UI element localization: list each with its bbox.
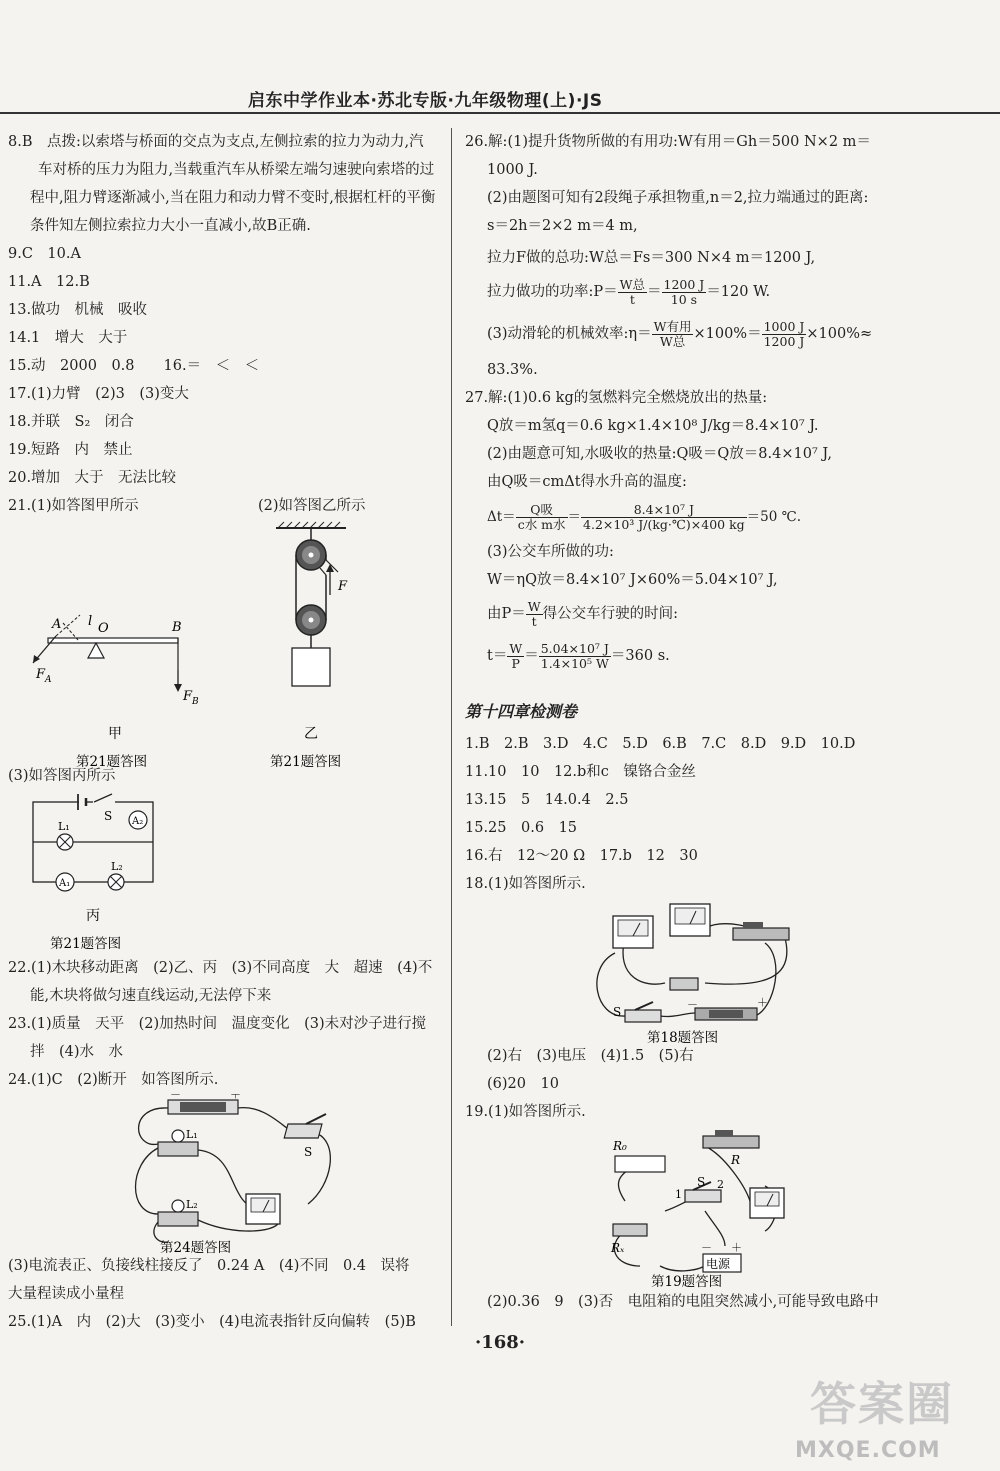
figure-caption-jia: 第21题答图 [76,754,148,770]
label-switch-S-19: S [697,1175,706,1189]
label-switch-2: 2 [717,1178,724,1191]
answer-r13: 13.15 5 14.0.4 2.5 [465,792,629,808]
answer-21-row [8,492,443,520]
battery-minus: － [170,1094,181,1101]
fraction-eff-2: $\frac{1000 J}{1200 J}$ [763,318,805,349]
circuit-photo-24 [8,1094,438,1256]
answer-19: 19.短路 内 禁止 [8,442,133,458]
answer-22-line1: 22.(1)木块移动距离 (2)乙、丙 (3)不同高度 大 超速 (4)不 [8,960,433,976]
answer-27-line8: 由P＝ $\frac{W}{t}$ 得公交车行驶的时间: [487,598,679,629]
circuit-photo-18 [465,898,895,1048]
answer-11: 11.A 12.B [8,274,90,290]
answer-21-3: (3)如答图丙所示 [8,768,116,784]
answer-26-line1: 26.解:(1)提升货物所做的有用功:W有用＝Gh＝500 N×2 m＝ [465,134,871,150]
answer-r19b: (2)0.36 9 (3)否 电阻箱的电阻突然减小,可能导致电路中 [487,1294,879,1310]
figure-caption-yi: 第21题答图 [270,754,342,770]
label-lamp-L2-24: L₂ [186,1198,198,1211]
answer-27-line1: 27.解:(1)0.6 kg的氢燃料完全燃烧放出的热量: [465,390,768,406]
label-FB-sub: B [192,697,199,707]
answer-14: 14.1 增大 大于 [8,330,128,346]
label-lamp-L1: L₁ [58,820,70,833]
figure-label-bing: 丙 [86,908,100,924]
answer-r18: 18.(1)如答图所示. [465,876,586,892]
circuit-diagram-bing [8,790,438,960]
header-rule [0,112,1000,114]
fraction-power-1: $\frac{\text{W总}}{t}$ [619,276,646,307]
answer-26-line5: 拉力F做的总功:W总＝Fs＝300 N×4 m＝1200 J, [487,250,816,266]
answer-20: 20.增加 大于 无法比较 [8,470,177,486]
answer-24: 24.(1)C (2)断开 如答图所示. [8,1072,219,1088]
answer-8-line2: 车对桥的压力为阻力,当载重汽车从桥梁左端匀速驶向索塔的过 [38,162,435,178]
fraction-eff-1: $\frac{\text{W有用}}{\text{W总}}$ [653,318,692,349]
label-Rx: Rₓ [611,1241,625,1255]
pulley-diagram [270,522,348,770]
answer-8-line1: 8.B 点拨:以索塔与桥面的交点为支点,左侧拉索的拉力为动力,汽 [8,134,424,150]
answer-27-time: t＝ $\frac{W}{P}$ ＝ $\frac{\text{5.04×10⁷ J}}{\text{1.4×10⁵ W}}$ ＝360 s. [487,640,670,671]
answer-26-line3: (2)由题图可知有2段绳子承担物重,n＝2,拉力端通过的距离: [487,190,869,206]
source-minus: － [701,1241,712,1254]
column-divider [451,128,452,1326]
answer-26-power: 拉力做功的功率:P＝ $\frac{\text{W总}}{t}$ ＝ $\frac{1200 J}{10 s}$ ＝120 W. [487,276,771,307]
figure-21-jia-yi [8,520,443,770]
figure-18 [465,898,895,1048]
answer-r18c: (6)20 10 [487,1076,559,1092]
battery-plus-18: ＋ [757,996,768,1009]
figure-19 [465,1126,895,1288]
label-FB: F [183,689,193,704]
figure-caption-24: 第24题答图 [160,1240,232,1256]
page-number: ·168· [474,1332,526,1353]
label-F: F [338,579,348,594]
label-lamp-L2: L₂ [111,860,123,873]
answer-21-1: 21.(1)如答图甲所示 [8,498,139,514]
left-column [8,128,443,1336]
label-ammeter-A2: A₂ [132,816,144,827]
answer-9: 9.C 10.A [8,246,81,262]
label-B: B [172,620,182,635]
lever-and-pulley-diagram [8,520,438,770]
label-switch-S: S [104,809,113,823]
answer-23-line2: 拌 (4)水 水 [30,1044,124,1060]
answer-r15: 15.25 0.6 15 [465,820,578,836]
answer-15: 15.动 2000 0.8 16.＝ ＜ ＜ [8,358,260,374]
label-l: l [88,614,93,629]
answer-26-efficiency: (3)动滑轮的机械效率:η＝ $\frac{\text{W有用}}{\text{W总}}$ ×100%＝ $\frac{1000 J}{1200 J}$ ×100%≈ [487,318,873,349]
answer-22-line2: 能,木块将做匀速直线运动,无法停下来 [30,988,272,1004]
figure-label-jia: 甲 [108,726,122,742]
fraction-t-2: $\frac{\text{5.04×10⁷ J}}{\text{1.4×10⁵ W}}$ [540,640,609,671]
fraction-dt-1: $\frac{\text{Q吸}}{\text{c水 m水}}$ [517,502,566,532]
label-switch-S-18: S [613,1005,622,1019]
figure-caption-bing: 第21题答图 [50,936,122,952]
answer-23-line1: 23.(1)质量 天平 (2)加热时间 温度变化 (3)未对沙子进行搅 [8,1016,427,1032]
answer-8-line4: 条件知左侧拉索拉力大小一直减小,故B正确. [30,218,311,234]
answer-17: 17.(1)力臂 (2)3 (3)变大 [8,386,189,402]
figure-label-yi: 乙 [304,726,318,742]
right-column [465,128,895,1316]
label-lamp-L1-24: L₁ [186,1128,198,1141]
answer-r11: 11.10 10 12.b和c 镍铬合金丝 [465,764,696,780]
label-ammeter-A1: A₁ [59,878,71,889]
figure-24 [8,1094,443,1256]
label-switch-S-24: S [304,1145,313,1159]
answer-24-3-line1: (3)电流表正、负接线柱接反了 0.24 A (4)不同 0.4 误将 [8,1258,410,1274]
answer-27-line6: (3)公交车所做的功: [487,544,614,560]
fraction-t-1: $\frac{W}{P}$ [509,640,523,671]
label-R: R [731,1153,741,1167]
answer-13: 13.做功 机械 吸收 [8,302,148,318]
answer-r18b: (2)右 (3)电压 (4)1.5 (5)右 [487,1048,694,1064]
source-plus: ＋ [731,1241,742,1254]
answer-r19: 19.(1)如答图所示. [465,1104,586,1120]
circuit-photo-19 [465,1126,895,1288]
answer-27-line4: 由Q吸＝cmΔt得水升高的温度: [487,474,687,490]
watermark-logo-text: 答案圈 [810,1377,954,1431]
figure-21-bing [8,790,443,960]
answer-21-2: (2)如答图乙所示 [258,498,366,514]
answer-27-line7: W＝ηQ放＝8.4×10⁷ J×60%＝5.04×10⁷ J, [487,572,778,588]
answer-8-line3: 程中,阻力臂逐渐减小,当在阻力和动力臂不变时,根据杠杆的平衡 [30,190,436,206]
fraction-power-2: $\frac{1200 J}{10 s}$ [663,276,705,307]
answer-26-line4: s＝2h＝2×2 m＝4 m, [487,218,638,234]
lever-diagram [33,614,199,770]
figure-caption-18: 第18题答图 [647,1030,719,1046]
answer-r16: 16.右 12～20 Ω 17.b 12 30 [465,848,698,864]
label-FA: F [36,667,46,682]
label-power-source: 电源 [706,1257,731,1271]
section-title: 第十四章检测卷 [465,702,578,721]
fraction-dt-2: $\frac{\text{8.4×10⁷ J}}{\text{4.2×10³ J/(kg·℃)×400 kg}}$ [583,502,745,532]
watermark-url: MXQE.COM [795,1438,941,1463]
label-R0: R₀ [613,1139,627,1153]
answer-r1: 1.B 2.B 3.D 4.C 5.D 6.B 7.C 8.D 9.D 10.D [465,736,856,752]
header-title: 启东中学作业本·苏北专版·九年级物理(上)·JS [248,91,603,111]
answer-27-line3: (2)由题意可知,水吸收的热量:Q吸＝Q放＝8.4×10⁷ J, [487,446,832,462]
fraction-P: $\frac{W}{t}$ [527,598,541,629]
label-A: A [52,617,62,632]
answer-18: 18.并联 S₂ 闭合 [8,414,134,430]
answer-27-line2: Q放＝m氢q＝0.6 kg×1.4×10⁸ J/kg＝8.4×10⁷ J. [487,418,819,434]
answer-27-delta-t: Δt＝ $\frac{\text{Q吸}}{\text{c水 m水}}$ ＝ $\frac{\text{8.4×10⁷ J}}{\text{4.2×10³ J/(kg·℃)×400 kg}}$ ＝50 ℃. [487,502,802,532]
battery-minus-18: － [687,998,698,1011]
answer-24-3-line2: 大量程读成小量程 [8,1286,124,1302]
label-O: O [98,621,109,636]
figure-caption-19: 第19题答图 [651,1274,723,1288]
label-switch-1: 1 [675,1188,682,1201]
answer-26-line2: 1000 J. [487,162,538,178]
answer-26-line8: 83.3%. [487,362,538,378]
label-FA-sub: A [45,675,52,685]
battery-plus: ＋ [230,1094,241,1101]
answer-25: 25.(1)A 内 (2)大 (3)变小 (4)电流表指针反向偏转 (5)B [8,1314,416,1330]
